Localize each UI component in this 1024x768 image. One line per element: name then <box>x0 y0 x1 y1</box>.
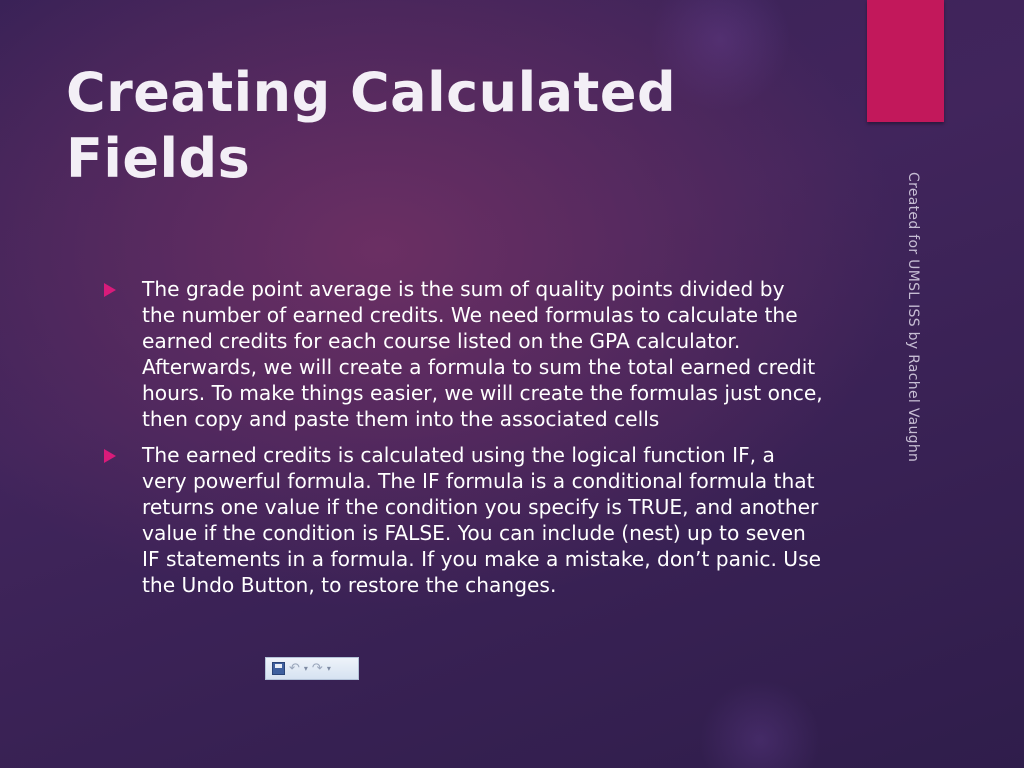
bullet-item <box>104 276 824 432</box>
title-line-2: Fields <box>66 127 251 190</box>
bullet-text: The grade point average is the sum of quality points divided by the number of earned credits. We need formulas to calculate the earned credits for each course listed on the GPA calculator. Afterwards, we will create a formula to sum the total earned credit hours. To make things easier, we will create the formulas just once, then copy and paste them into the associated cells <box>142 277 823 431</box>
save-icon <box>272 662 285 675</box>
bullet-item <box>104 442 824 598</box>
quick-access-toolbar-image <box>265 657 359 680</box>
bullet-list <box>104 276 824 608</box>
redo-icon: ↷ <box>311 661 323 676</box>
undo-icon: ↶ <box>289 661 300 676</box>
bullet-arrow-icon <box>104 283 116 297</box>
chevron-down-icon: ▾ <box>326 664 331 673</box>
chevron-down-icon: ▾ <box>303 664 308 673</box>
accent-bar <box>867 0 944 122</box>
bullet-arrow-icon <box>104 449 116 463</box>
title-line-1: Creating Calculated <box>66 61 677 124</box>
bullet-text: The earned credits is calculated using the logical function IF, a very powerful formula. The IF formula is a conditional formula that returns one value if the condition you specify is TRUE, and another value if the condition is FALSE. You can include (nest) up to seven IF statements in a formula. If you make a mistake, don’t panic. Use the Undo Button, to restore the changes. <box>142 443 822 597</box>
side-credit: Created for UMSL ISS by Rachel Vaughn <box>905 172 921 463</box>
slide-title <box>66 60 766 192</box>
